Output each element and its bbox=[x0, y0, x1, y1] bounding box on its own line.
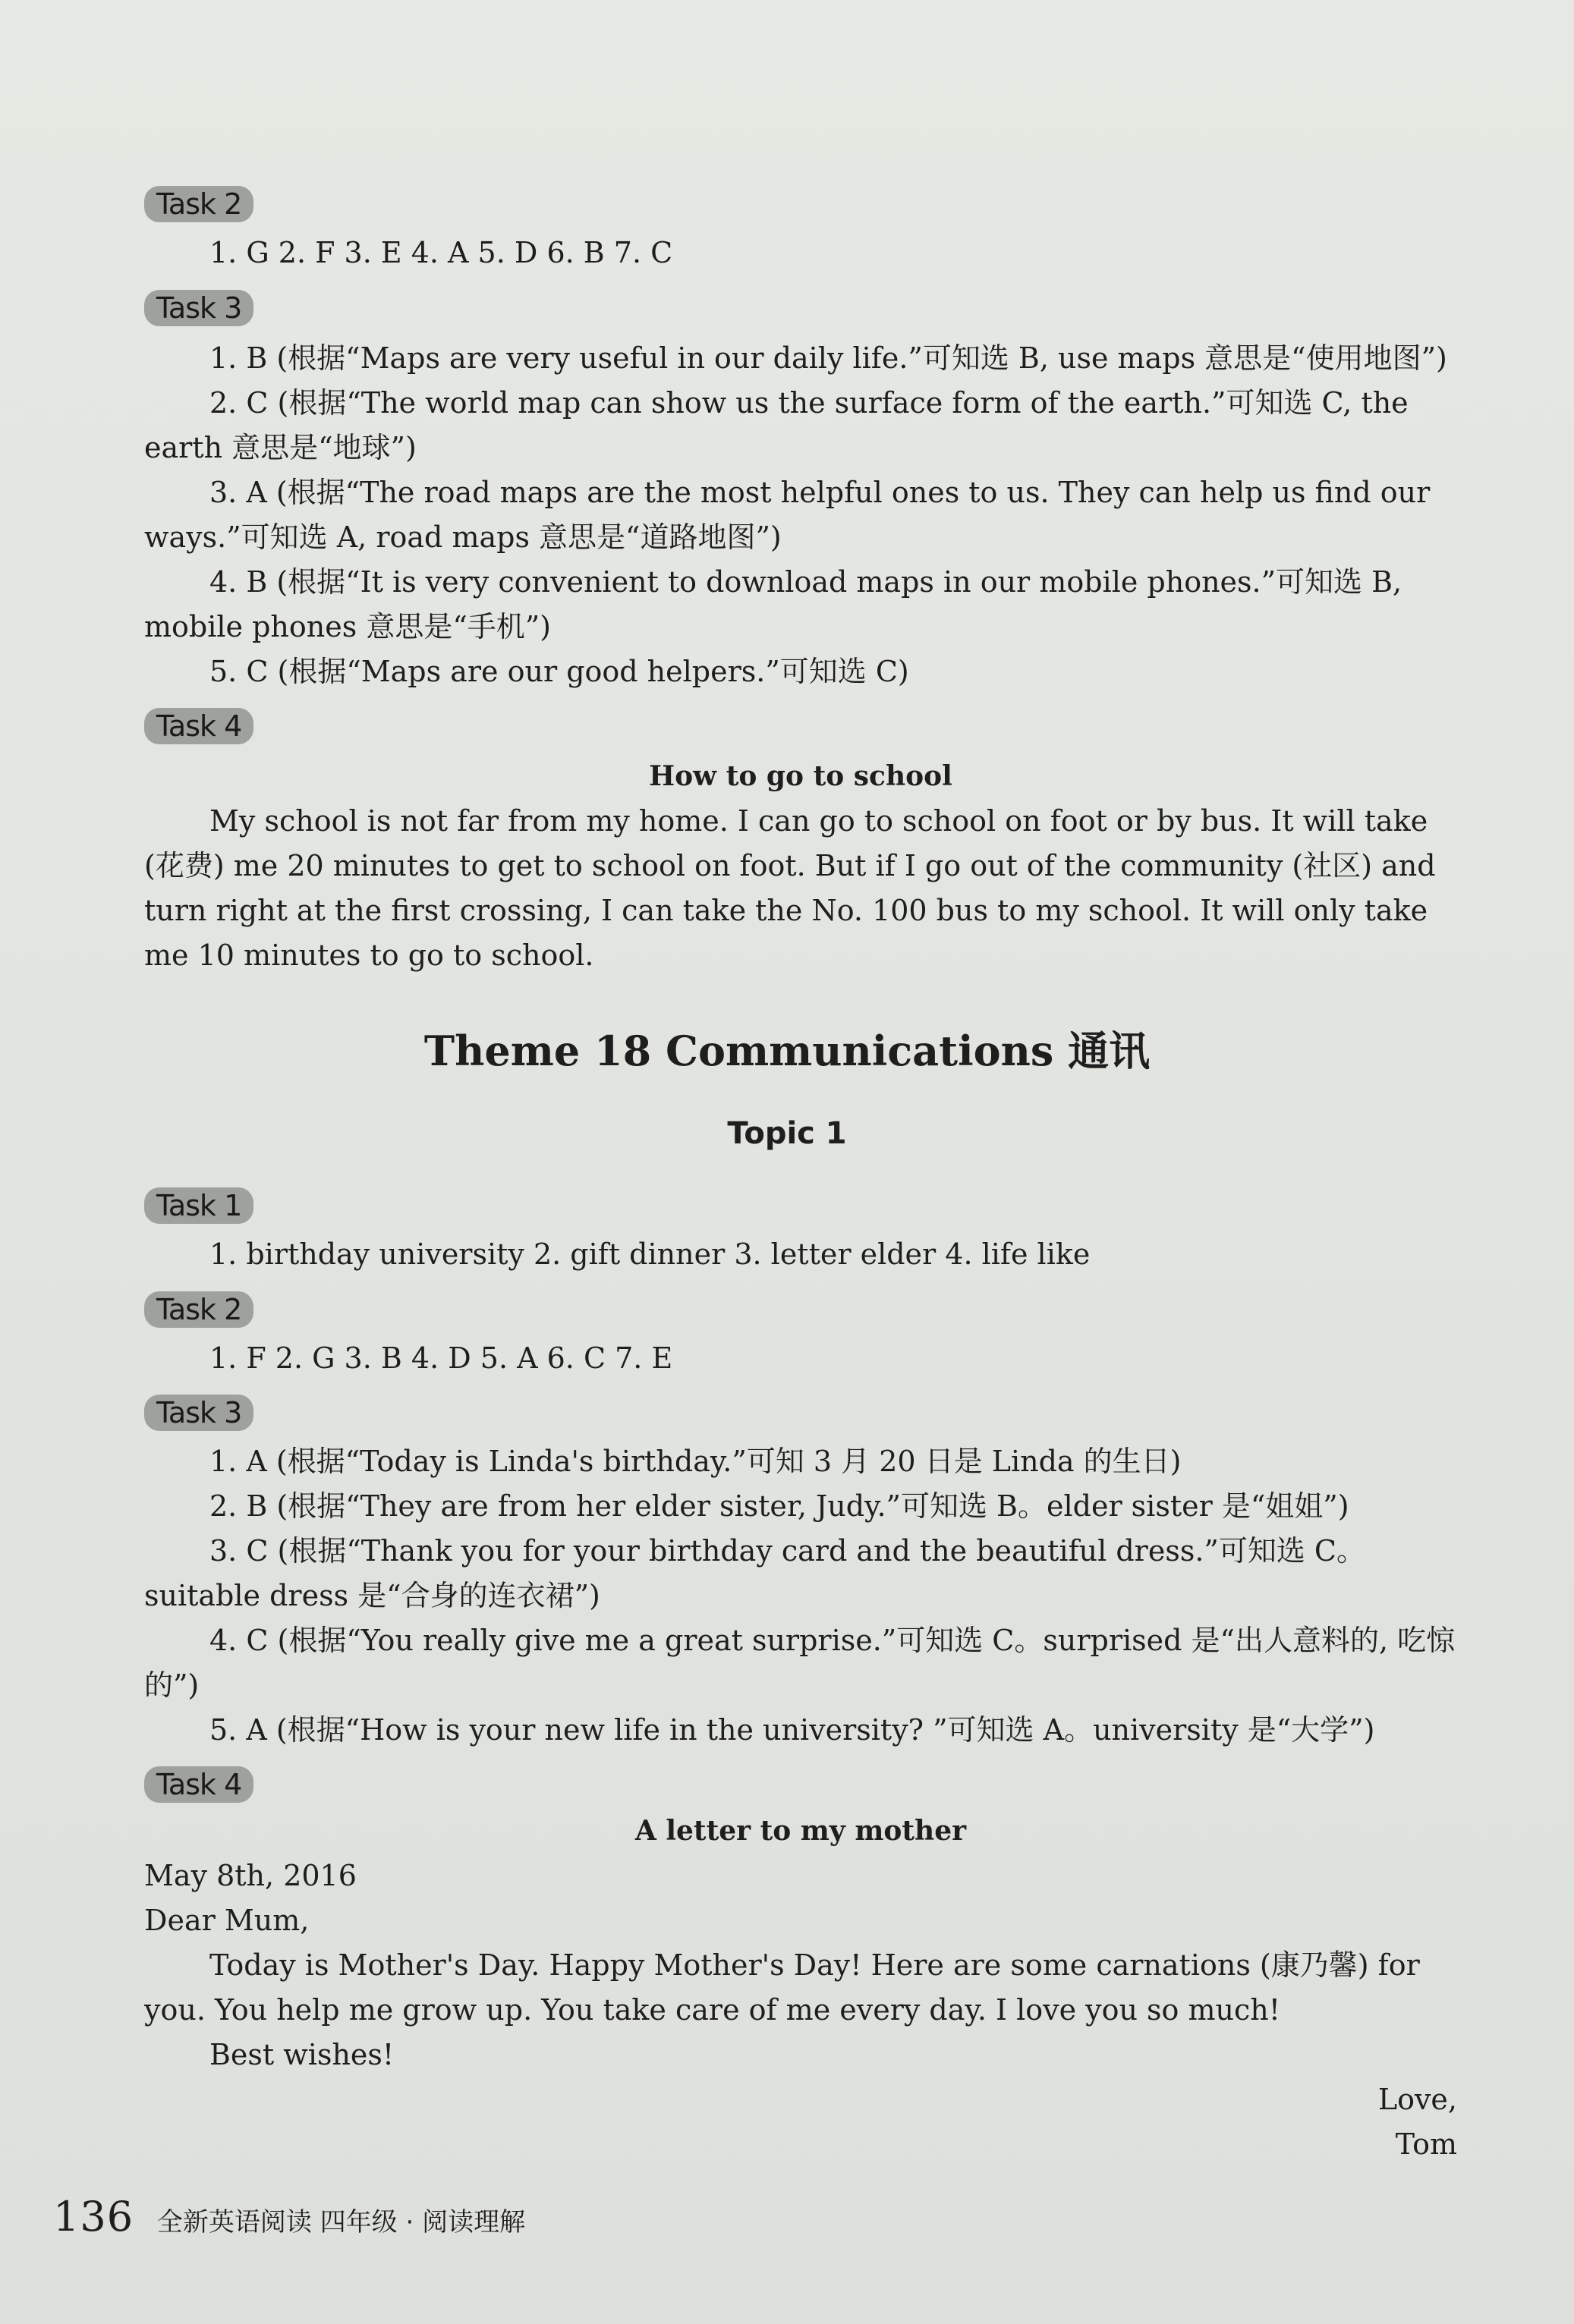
topic-title: Topic 1 bbox=[727, 1116, 847, 1151]
task2-answers: 1. G 2. F 3. E 4. A 5. D 6. B 7. C bbox=[209, 236, 673, 269]
letter bbox=[144, 1809, 1457, 2167]
task3-answers-block bbox=[144, 1439, 1457, 1753]
letter-date: May 8th, 2016 bbox=[144, 1859, 357, 1892]
page-footer bbox=[53, 2193, 525, 2241]
task2-answers: 1. F 2. G 3. B 4. D 5. A 6. C 7. E bbox=[209, 1341, 673, 1375]
task1-answers: 1. birthday university 2. gift dinner 3. letter elder 4. life like bbox=[209, 1237, 1091, 1271]
task2-answers-block bbox=[144, 1336, 1457, 1381]
task4-passage bbox=[144, 754, 1457, 978]
answer-item: 4. B (根据“It is very convenient to download maps in our mobile phones.”可知选 B, mobile phones 意思是“手机”) bbox=[144, 565, 1402, 643]
answer-item: 5. A (根据“How is your new life in the university? ”可知选 A。university 是“大学”) bbox=[209, 1713, 1375, 1747]
letter-greeting: Dear Mum, bbox=[144, 1904, 310, 1937]
task1-answers-block bbox=[144, 1232, 1457, 1277]
answer-item: 1. B (根据“Maps are very useful in our daily life.”可知选 B, use maps 意思是“使用地图”) bbox=[209, 341, 1447, 375]
theme-title: Theme 18 Communications 通讯 bbox=[423, 1027, 1151, 1075]
task-label: Task 1 bbox=[144, 1187, 253, 1224]
answer-item: 1. A (根据“Today is Linda's birthday.”可知 3 月 20 日是 Linda 的生日) bbox=[209, 1445, 1182, 1478]
task-label: Task 4 bbox=[144, 708, 253, 744]
task-label: Task 2 bbox=[144, 1291, 253, 1328]
letter-body: Today is Mother's Day. Happy Mother's Day! Here are some carnations (康乃馨) for you. You help me grow up. You take care of me every day. I love you so much! bbox=[144, 1948, 1420, 2027]
answer-item: 4. C (根据“You really give me a great surprise.”可知选 C。surprised 是“出人意料的, 吃惊的”) bbox=[144, 1624, 1456, 1702]
passage-title: How to go to school bbox=[649, 760, 952, 792]
answer-item: 3. A (根据“The road maps are the most helpful ones to us. They can help us find our ways.”可知选 A, road maps 意思是“道路地图”) bbox=[144, 476, 1431, 554]
task-label: Task 2 bbox=[144, 186, 253, 222]
answer-item: 2. C (根据“The world map can show us the surface form of the earth.”可知选 C, the earth 意思是“地球”) bbox=[144, 386, 1409, 464]
task2-answers-block bbox=[144, 231, 1457, 275]
task-label: Task 3 bbox=[144, 290, 253, 326]
book-title: 全新英语阅读 四年级 · 阅读理解 bbox=[156, 2207, 526, 2238]
answer-item: 3. C (根据“Thank you for your birthday card and the beautiful dress.”可知选 C。suitable dress 是“合身的连衣裙”) bbox=[144, 1534, 1365, 1612]
answer-item: 2. B (根据“They are from her elder sister, Judy.”可知选 B。elder sister 是“姐姐”) bbox=[209, 1489, 1349, 1523]
task3-answers-block bbox=[144, 336, 1457, 694]
task-label: Task 4 bbox=[144, 1766, 253, 1803]
letter-signature: Tom bbox=[1395, 2127, 1457, 2161]
letter-closing: Love, bbox=[1377, 2083, 1457, 2116]
letter-wishes: Best wishes! bbox=[209, 2038, 395, 2071]
passage-paragraph: My school is not far from my home. I can go to school on foot or by bus. It will take (花费) me 20 minutes to get to school on foot. But if I go out of the community (社区) and turn right at the first crossing, I can take the No. 100 bus to my school. It will only take me 10 minutes to go to school. bbox=[144, 804, 1436, 972]
answer-item: 5. C (根据“Maps are our good helpers.”可知选 C) bbox=[209, 655, 909, 688]
letter-title: A letter to my mother bbox=[634, 1815, 967, 1847]
task-label: Task 3 bbox=[144, 1395, 253, 1431]
page-number: 136 bbox=[53, 2193, 134, 2241]
